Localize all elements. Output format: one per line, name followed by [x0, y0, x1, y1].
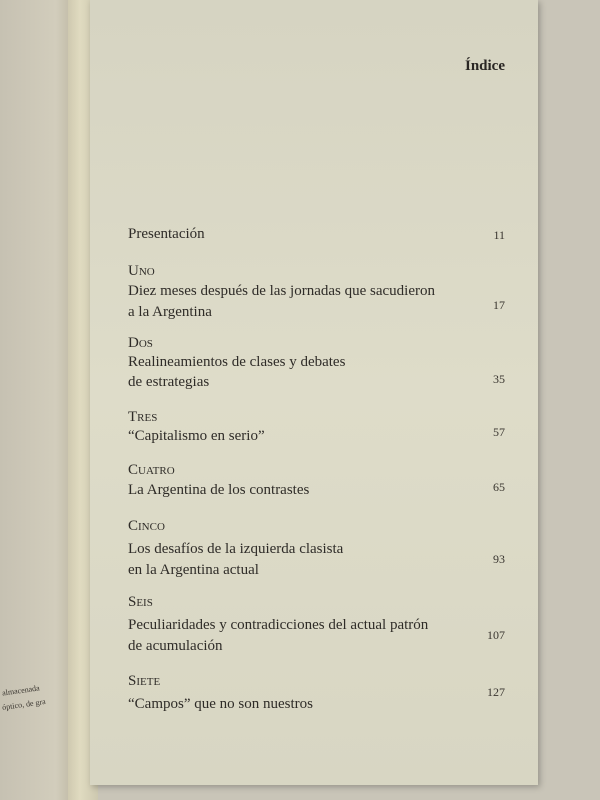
chapter-label: Seis — [128, 594, 153, 610]
left-page-fragment: almacenada — [1, 683, 41, 698]
book-page — [90, 0, 538, 785]
entry-page: 57 — [493, 425, 505, 439]
chapter-label: Siete — [128, 673, 161, 689]
entry-title: Realineamientos de clases y debates — [128, 354, 346, 370]
entry-title: de estrategias — [128, 374, 210, 390]
entry-title: Presentación — [128, 226, 205, 242]
entry-page: 107 — [487, 628, 505, 642]
chapter-label: Dos — [128, 335, 153, 351]
entry-title: “Campos” que no son nuestros — [128, 696, 313, 712]
chapter-label: Cinco — [128, 518, 165, 534]
entry-page: 17 — [493, 298, 505, 312]
entry-page: 93 — [493, 552, 505, 566]
entry-title: de acumulación — [128, 638, 223, 654]
entry-title: “Capitalismo en serio” — [128, 428, 265, 444]
page-title: Índice — [464, 58, 505, 74]
entry-title: Peculiaridades y contradicciones del actual patrón — [128, 617, 429, 633]
left-page-fragment: óptico, de gra — [1, 696, 47, 713]
chapter-label: Cuatro — [128, 462, 175, 478]
entry-title: La Argentina de los contrastes — [128, 482, 310, 498]
entry-page: 35 — [493, 372, 505, 386]
entry-title: Los desafíos de la izquierda clasista — [128, 541, 344, 557]
entry-page: 65 — [493, 480, 505, 494]
entry-page: 127 — [487, 685, 505, 699]
chapter-label: Uno — [128, 263, 155, 279]
entry-title: a la Argentina — [128, 304, 212, 320]
entry-title: Diez meses después de las jornadas que sacudieron — [128, 283, 435, 299]
entry-title: en la Argentina actual — [128, 562, 259, 578]
chapter-label: Tres — [128, 409, 158, 425]
entry-page: 11 — [493, 228, 505, 242]
